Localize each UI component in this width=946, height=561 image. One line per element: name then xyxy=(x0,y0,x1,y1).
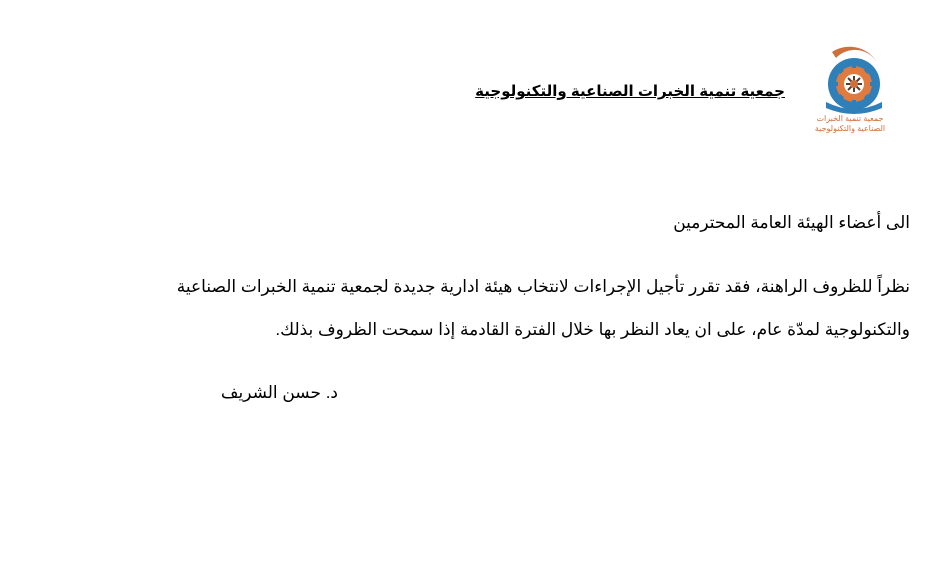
logo xyxy=(812,44,888,144)
salutation: الى أعضاء الهيئة العامة المحترمين xyxy=(673,213,910,232)
logo-text-line-2: الصناعية والتكنولوجية xyxy=(814,124,886,133)
signature: د. حسن الشريف xyxy=(220,383,338,402)
logo-text-line-1: جمعية تنمية الخبرات xyxy=(816,114,884,123)
gear-sun-logo-icon xyxy=(812,44,888,114)
body-paragraph-line-1: نظراً للظروف الراهنة، فقد تقرر تأجيل الإجراءات لانتخاب هيئة ادارية جديدة لجمعية تنمية الخبرات الصناعية xyxy=(176,277,910,296)
organization-title: جمعية تنمية الخبرات الصناعية والتكنولوجية xyxy=(475,83,785,100)
body-paragraph-line-2: والتكنولوجية لمدّة عام، على ان يعاد النظر بها خلال الفترة القادمة إذا سمحت الظروف بذلك. xyxy=(275,320,910,339)
